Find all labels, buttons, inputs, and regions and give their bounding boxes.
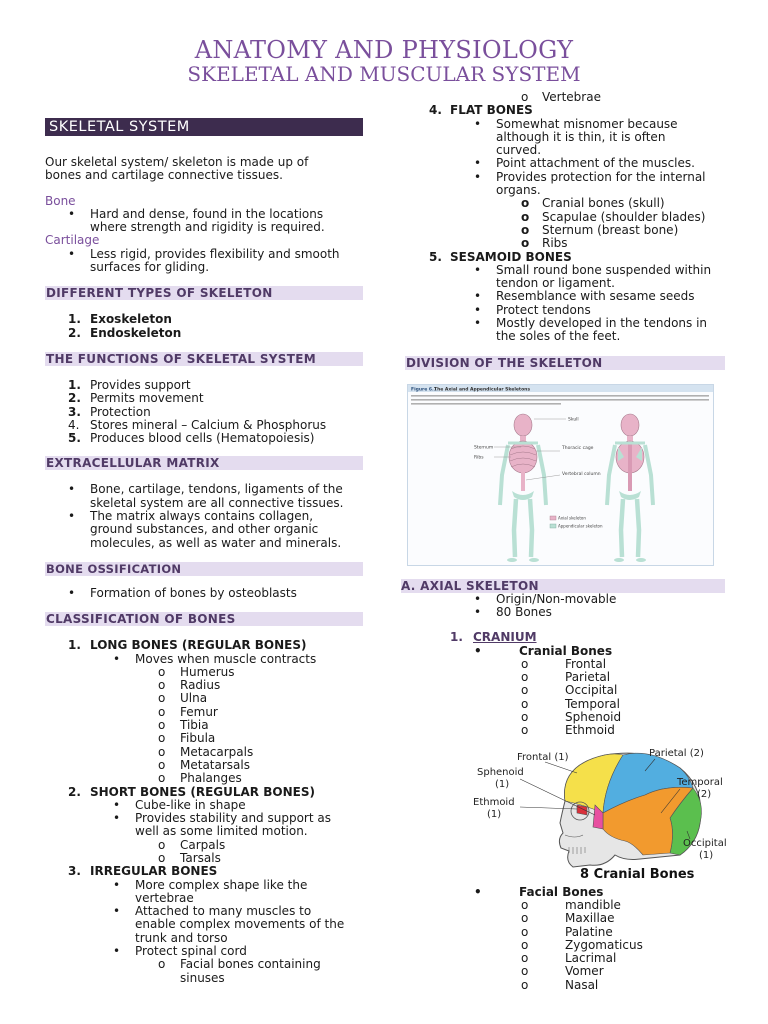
right-column [401,90,727,992]
label-sphenoid: Sphenoid [477,766,524,778]
list-item: • Hard and dense, found in the locations where strength and rigidity is required. [45,208,363,235]
intro-text: Our skeletal system/ skeleton is made up of bones and cartilage connective tissues. [45,155,309,183]
list-item: • Attached to many muscles to enable complex movements of the trunk and torso [45,905,363,945]
list-item: o Zygomaticus [405,939,725,952]
section-heading-axial-skeleton: A. AXIAL SKELETON [401,579,725,593]
list-item: o Sphenoid [405,711,725,724]
list-item-sesamoid-bones: 5. SESAMOID BONES [429,249,572,264]
label-sphenoid-count: (1) [495,778,510,790]
axial-list [405,593,725,620]
label-frontal: Frontal (1) [517,751,569,763]
list-item-long-bones: 1. LONG BONES (REGULAR BONES) [68,638,307,653]
list-item: • Less rigid, provides flexibility and smooth surfaces for gliding. [45,248,363,275]
figure-caption-title: The Axial and Appendicular Skeletons [434,387,531,393]
list-item: o Temporal [405,698,725,711]
list-item: • Provides protection for the internal organs. [405,171,725,198]
list-item: o Nasal [405,979,725,992]
list-item: • Small round bone suspended within tendon or ligament. [405,264,725,291]
list-item: 2. Permits movement [68,391,204,406]
list-item: 1. Provides support [68,377,191,392]
label-parietal: Parietal (2) [649,747,704,759]
list-item-short-bones: 2. SHORT BONES (REGULAR BONES) [68,784,315,799]
section-heading-types-of-skeleton: DIFFERENT TYPES OF SKELETON [45,286,363,300]
list-item: o Lacrimal [405,952,725,965]
list-item: o Parietal [405,671,725,684]
list-item-irregular-bones: 3. IRREGULAR BONES [68,864,218,879]
list-item: • Moves when muscle contracts [45,653,363,666]
cranium-title: CRANIUM [473,630,537,645]
list-item: • Protect spinal cord [45,945,363,958]
list-item: • Formation of bones by osteoblasts [45,587,363,600]
label-occipital: Occipital [683,837,727,849]
types-list [45,313,363,340]
list-item: 2. Endoskeleton [68,325,182,340]
list-item: o Fibula [45,732,363,745]
list-item: 4. Stores mineral – Calcium & Phosphorus [68,417,327,432]
list-item: o Ribs [405,237,725,250]
list-item: • Somewhat misnomer because although it is thin, it is often curved. [405,118,725,158]
label-temporal-count: (2) [697,788,712,800]
list-item-flat-bones: 4. FLAT BONES [429,103,533,118]
label-sternum: Sternum [474,445,494,451]
skeleton-back [607,414,653,562]
label-thoracic-cage: Thoracic cage [562,445,594,451]
list-item: • Resemblance with sesame seeds [405,290,725,303]
list-item: • The matrix always contains collagen, ground substances, and other organic molecules, as well as water and minerals. [45,510,363,550]
axial-appendicular-figure [407,384,714,566]
section-heading-extracellular-matrix: EXTRACELLULAR MATRIX [45,456,363,470]
list-item: • Point attachment of the muscles. [405,157,725,170]
list-item: o Carpals [45,839,363,852]
matrix-list [45,483,363,549]
list-item: o Frontal [405,658,725,671]
section-heading-functions: THE FUNCTIONS OF SKELETAL SYSTEM [45,352,363,366]
label-ethmoid: Ethmoid [473,796,515,808]
section-heading-skeletal-system: SKELETAL SYSTEM [45,118,363,136]
label-ribs: Ribs [474,455,484,461]
list-item: o Metacarpals [45,746,363,759]
ossification-list [45,587,363,600]
cranium-heading [405,631,725,644]
list-item-cranial-bones: • Cranial Bones [405,645,725,658]
classification-list [45,639,363,985]
list-item-facial-bones: • Facial Bones [405,886,725,899]
list-item: • Provides stability and support as well as some limited motion. [45,812,363,839]
list-item: o Vomer [405,965,725,978]
ethmoid-bone [577,805,587,815]
list-item: o Palatine [405,926,725,939]
document-subtitle: SKELETAL AND MUSCULAR SYSTEM [187,62,581,86]
functions-list [45,379,363,445]
label-skull: Skull [568,417,579,423]
classification-list-continued [405,104,725,343]
document-title: ANATOMY AND PHYSIOLOGY [194,36,574,64]
figure-caption-label: Figure 6.1 [411,387,437,393]
label-vertebral-column: Vertebral column [562,471,601,477]
list-item: o Radius [45,679,363,692]
label-temporal: Temporal [677,776,723,788]
left-column [45,118,363,985]
list-item: o Ulna [45,692,363,705]
skeleton-front [500,414,546,562]
skull-caption: 8 Cranial Bones [580,866,695,882]
section-heading-division: DIVISION OF THE SKELETON [405,356,725,370]
list-item: o mandible [405,899,725,912]
list-item: o Cranial bones (skull) [405,197,725,210]
list-item: 3. Protection [68,404,151,419]
list-item: o Humerus [45,666,363,679]
bone-list [45,208,363,235]
list-item: o Metatarsals [45,759,363,772]
list-item: o Tibia [45,719,363,732]
list-item: o Facial bones containing sinuses [45,958,363,985]
continued-list [405,91,725,104]
list-item: 1. Exoskeleton [68,312,172,327]
legend-appendicular: Appendicular skeleton [558,523,603,529]
list-item: • More complex shape like the vertebrae [45,879,363,906]
list-item: 5. Produces blood cells (Hematopoiesis) [68,431,315,446]
list-item: o Scapulae (shoulder blades) [405,211,725,224]
list-item: • Bone, cartilage, tendons, ligaments of the skeletal system are all connective tissues. [45,483,363,510]
list-item: o Phalanges [45,772,363,785]
list-item: o Maxillae [405,912,725,925]
cranial-list [405,645,725,738]
section-heading-bone-ossification: BONE OSSIFICATION [45,562,363,576]
list-item: • Protect tendons [405,304,725,317]
figure-legend [550,515,603,528]
skeleton-diagram [408,385,713,565]
list-item: o Occipital [405,684,725,697]
label-ethmoid-count: (1) [487,808,502,820]
cranium-number: 1. [450,630,463,645]
list-item: • Origin/Non-movable [405,593,725,606]
list-item: o Sternum (breast bone) [405,224,725,237]
cartilage-label: Cartilage [45,233,100,248]
facial-list [405,886,725,992]
list-item: • 80 Bones [405,606,725,619]
legend-axial: Axial skeleton [558,515,586,521]
list-item: o Tarsals [45,852,363,865]
section-heading-classification: CLASSIFICATION OF BONES [45,612,363,626]
list-item: • Mostly developed in the tendons in the soles of the feet. [405,317,725,344]
list-item: o Femur [45,706,363,719]
skull-diagram [465,743,768,883]
list-item: o Ethmoid [405,724,725,737]
cartilage-list [45,248,363,275]
label-occipital-count: (1) [699,849,714,861]
list-item: • Cube-like in shape [45,799,363,812]
list-item: o Vertebrae [405,91,725,104]
figure-caption-text-lines [411,395,709,405]
bone-label: Bone [45,193,76,208]
